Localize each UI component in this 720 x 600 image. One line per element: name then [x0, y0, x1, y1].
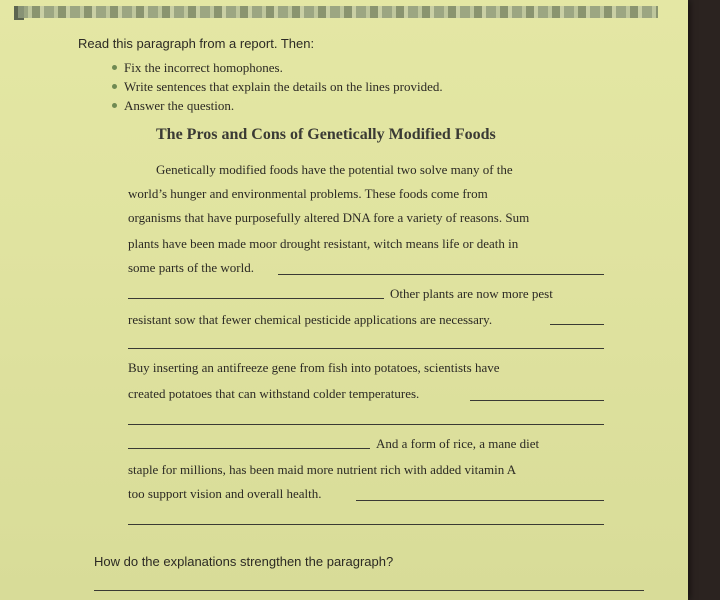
- answer-line[interactable]: [128, 448, 370, 449]
- answer-line[interactable]: [470, 400, 604, 401]
- answer-line[interactable]: [550, 324, 604, 325]
- answer-line[interactable]: [94, 590, 644, 591]
- paragraph-line: created potatoes that can withstand colder temperatures.: [128, 386, 420, 401]
- paragraph-line: Genetically modified foods have the potential two solve many of the: [156, 162, 513, 177]
- answer-line[interactable]: [128, 298, 384, 299]
- paragraph-line: world’s hunger and environmental problems. These foods come from: [128, 186, 488, 201]
- paragraph-line: Buy inserting an antifreeze gene from fish into potatoes, scientists have: [128, 360, 500, 375]
- instruction-item: Fix the incorrect homophones.: [112, 58, 443, 77]
- paragraph-line: resistant sow that fewer chemical pesticide applications are necessary.: [128, 312, 493, 327]
- paragraph-line: staple for millions, has been maid more nutrient rich with added vitamin A: [128, 462, 517, 477]
- instructions-intro: Read this paragraph from a report. Then:: [78, 36, 315, 51]
- answer-line[interactable]: [356, 500, 604, 501]
- answer-line[interactable]: [128, 348, 604, 349]
- instructions-list: [112, 58, 443, 115]
- instruction-item: Write sentences that explain the details on the lines provided.: [112, 77, 443, 96]
- answer-line[interactable]: [278, 274, 604, 275]
- question-prompt: How do the explanations strengthen the paragraph?: [94, 554, 394, 569]
- paragraph-line: some parts of the world.: [128, 260, 255, 275]
- paragraph-line: organisms that have purposefully altered DNA fore a variety of reasons. Sum: [128, 210, 530, 225]
- answer-line[interactable]: [128, 424, 604, 425]
- paragraph-line: plants have been made moor drought resistant, witch means life or death in: [128, 236, 519, 251]
- instruction-item: Answer the question.: [112, 96, 443, 115]
- paragraph-line: And a form of rice, a mane diet: [376, 436, 540, 451]
- answer-line[interactable]: [128, 524, 604, 525]
- paragraph-line: too support vision and overall health.: [128, 486, 322, 501]
- paragraph-line: Other plants are now more pest: [390, 286, 553, 301]
- article-title: The Pros and Cons of Genetically Modified Foods: [156, 126, 496, 143]
- decorative-top-border: [18, 6, 658, 18]
